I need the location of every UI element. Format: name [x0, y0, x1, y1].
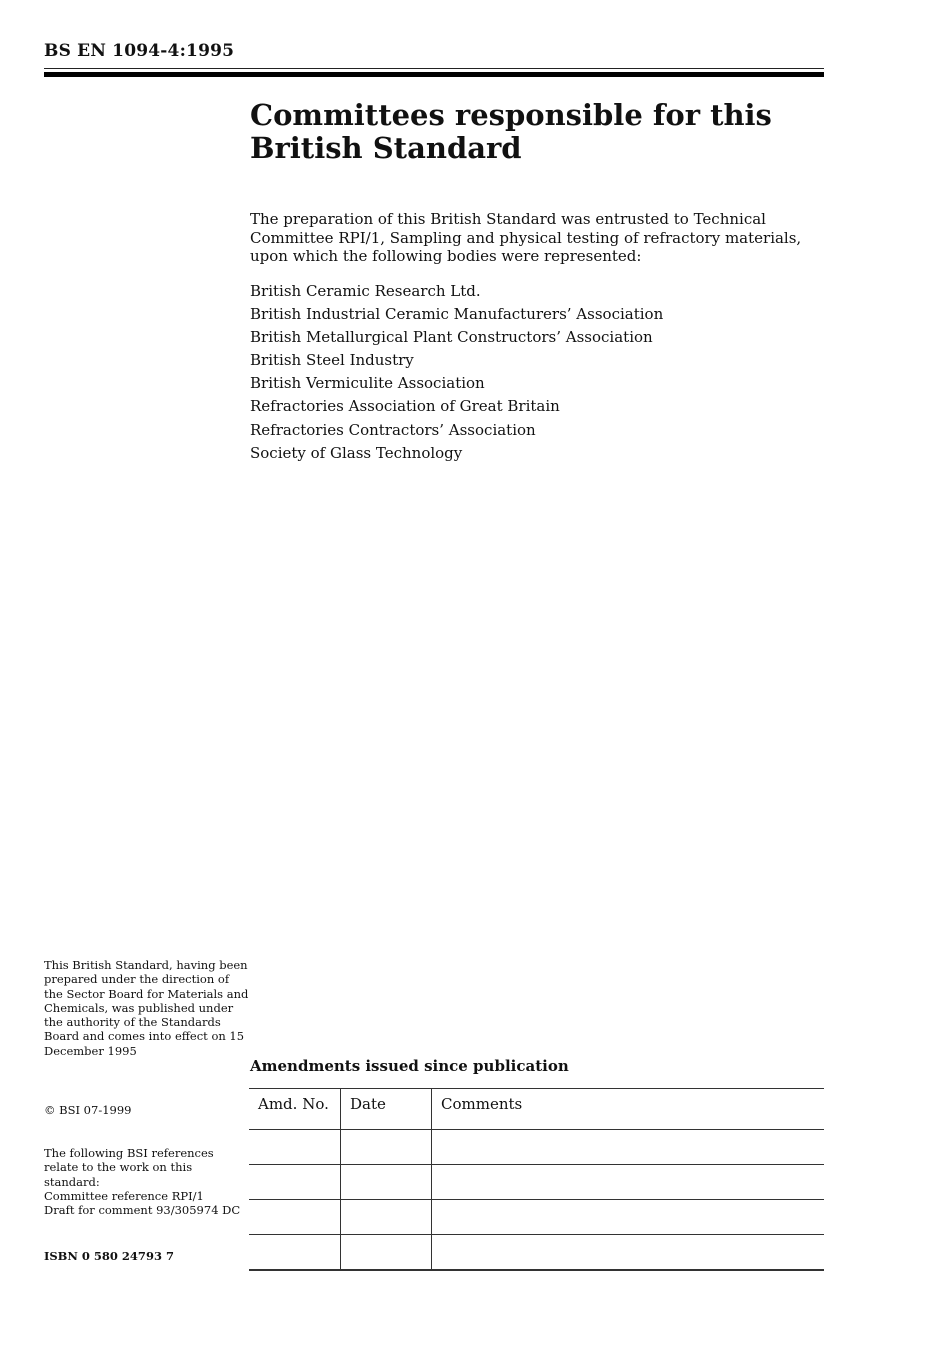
amendments-table: [249, 1088, 824, 1270]
amendments-heading: Amendments issued since publication: [250, 1057, 569, 1075]
column-header-amd-no: Amd. No.: [249, 1089, 341, 1130]
references-intro: The following BSI references relate to the work on this standard:: [44, 1146, 214, 1189]
header-rule-thick: [44, 72, 824, 77]
page-title: Committees responsible for this British Standard: [250, 98, 772, 165]
column-header-date: Date: [341, 1089, 432, 1130]
list-item: British Industrial Ceramic Manufacturers’ Association: [250, 305, 664, 324]
table-row: [249, 1235, 824, 1270]
draft-reference: Draft for comment 93/305974 DC: [44, 1203, 241, 1218]
header-rule-thin: [44, 68, 824, 69]
footer-rule: [249, 1270, 824, 1271]
intro-paragraph: The preparation of this British Standard was entrusted to Technical Committee RPI/1, Sampling and physical testing of refractory materials, upon which the following bodies were represented:: [250, 210, 802, 265]
list-item: Society of Glass Technology: [250, 443, 463, 462]
represented-bodies-list: [250, 281, 663, 466]
table-row: [249, 1200, 824, 1235]
list-item: British Steel Industry: [250, 351, 414, 370]
isbn: ISBN 0 580 24793 7: [44, 1249, 174, 1263]
list-item: British Metallurgical Plant Constructors’ Association: [250, 328, 653, 347]
list-item: Refractories Contractors’ Association: [250, 420, 536, 439]
publication-note: This British Standard, having been prepared under the direction of the Sector Board for Materials and Chemicals, was published under the authority of the Standards Board and comes into effect on 15 December 1995: [44, 958, 249, 1058]
table-header-row: [249, 1089, 824, 1130]
list-item: British Vermiculite Association: [250, 374, 485, 393]
column-header-comments: Comments: [441, 1095, 523, 1113]
list-item: Refractories Association of Great Britain: [250, 397, 560, 416]
committee-reference: Committee reference RPI/1: [44, 1188, 204, 1203]
list-item: British Ceramic Research Ltd.: [250, 282, 481, 300]
copyright-note: © BSI 07-1999: [44, 1103, 132, 1117]
document-id: BS EN 1094-4:1995: [44, 41, 235, 61]
table-row: [249, 1130, 824, 1165]
bsi-references: [44, 1146, 249, 1217]
table-row: [249, 1165, 824, 1200]
